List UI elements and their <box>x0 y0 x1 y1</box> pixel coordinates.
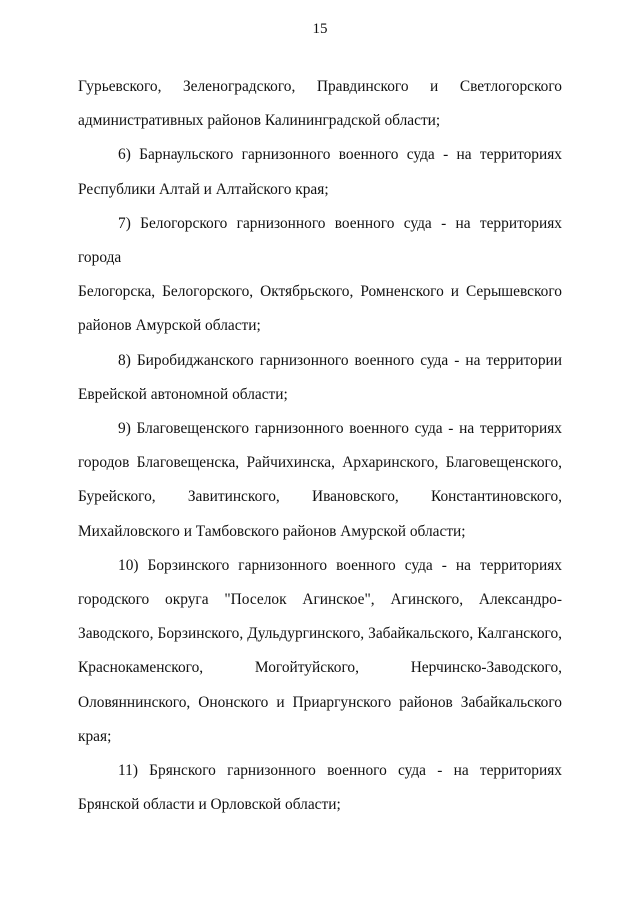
paragraph-line: Белогорска, Белогорского, Октябрьского, Ромненского и Серышевского <box>78 283 562 301</box>
list-item-6: 6) Барнаульского гарнизонного военного суда - на территориях <box>118 146 562 164</box>
paragraph-line: Еврейской автономной области; <box>78 385 288 403</box>
paragraph-line: Гурьевского, Зеленоградского, Правдинского и Светлогорского <box>78 78 562 95</box>
paragraph-line: Заводского, Борзинского, Дульдургинского, Забайкальского, Калганского, <box>78 625 562 643</box>
paragraph-line: Брянской области и Орловской области; <box>78 796 341 814</box>
paragraph-line: Бурейского, Завитинского, Ивановского, Константиновского, <box>78 488 562 506</box>
list-item-9: 9) Благовещенского гарнизонного военного суда - на территориях <box>118 420 562 438</box>
paragraph-line: края; <box>78 727 112 745</box>
list-item-8: 8) Биробиджанского гарнизонного военного суда - на территории <box>118 351 562 369</box>
list-item-7: 7) Белогорского гарнизонного военного суда - на территориях города <box>78 214 562 267</box>
paragraph-line: Оловяннинского, Ононского и Приаргунского районов Забайкальского <box>78 693 562 711</box>
paragraph-line: городов Благовещенска, Райчихинска, Архаринского, Благовещенского, <box>78 454 562 472</box>
list-item-10: 10) Борзинского гарнизонного военного суда - на территориях <box>118 556 562 574</box>
list-item-11: 11) Брянского гарнизонного военного суда - на территориях <box>118 762 562 780</box>
paragraph-line: Республики Алтай и Алтайского края; <box>78 180 329 198</box>
paragraph-line: Краснокаменского, Могойтуйского, Нерчинско-Заводского, <box>78 659 562 677</box>
paragraph-line: городского округа "Поселок Агинское", Агинского, Александро- <box>78 591 562 609</box>
paragraph-line: Михайловского и Тамбовского районов Амурской области; <box>78 522 466 540</box>
paragraph-line: административных районов Калининградской области; <box>78 112 441 130</box>
page-number: 15 <box>312 21 328 37</box>
document-body <box>78 70 562 822</box>
paragraph-line: районов Амурской области; <box>78 317 261 335</box>
